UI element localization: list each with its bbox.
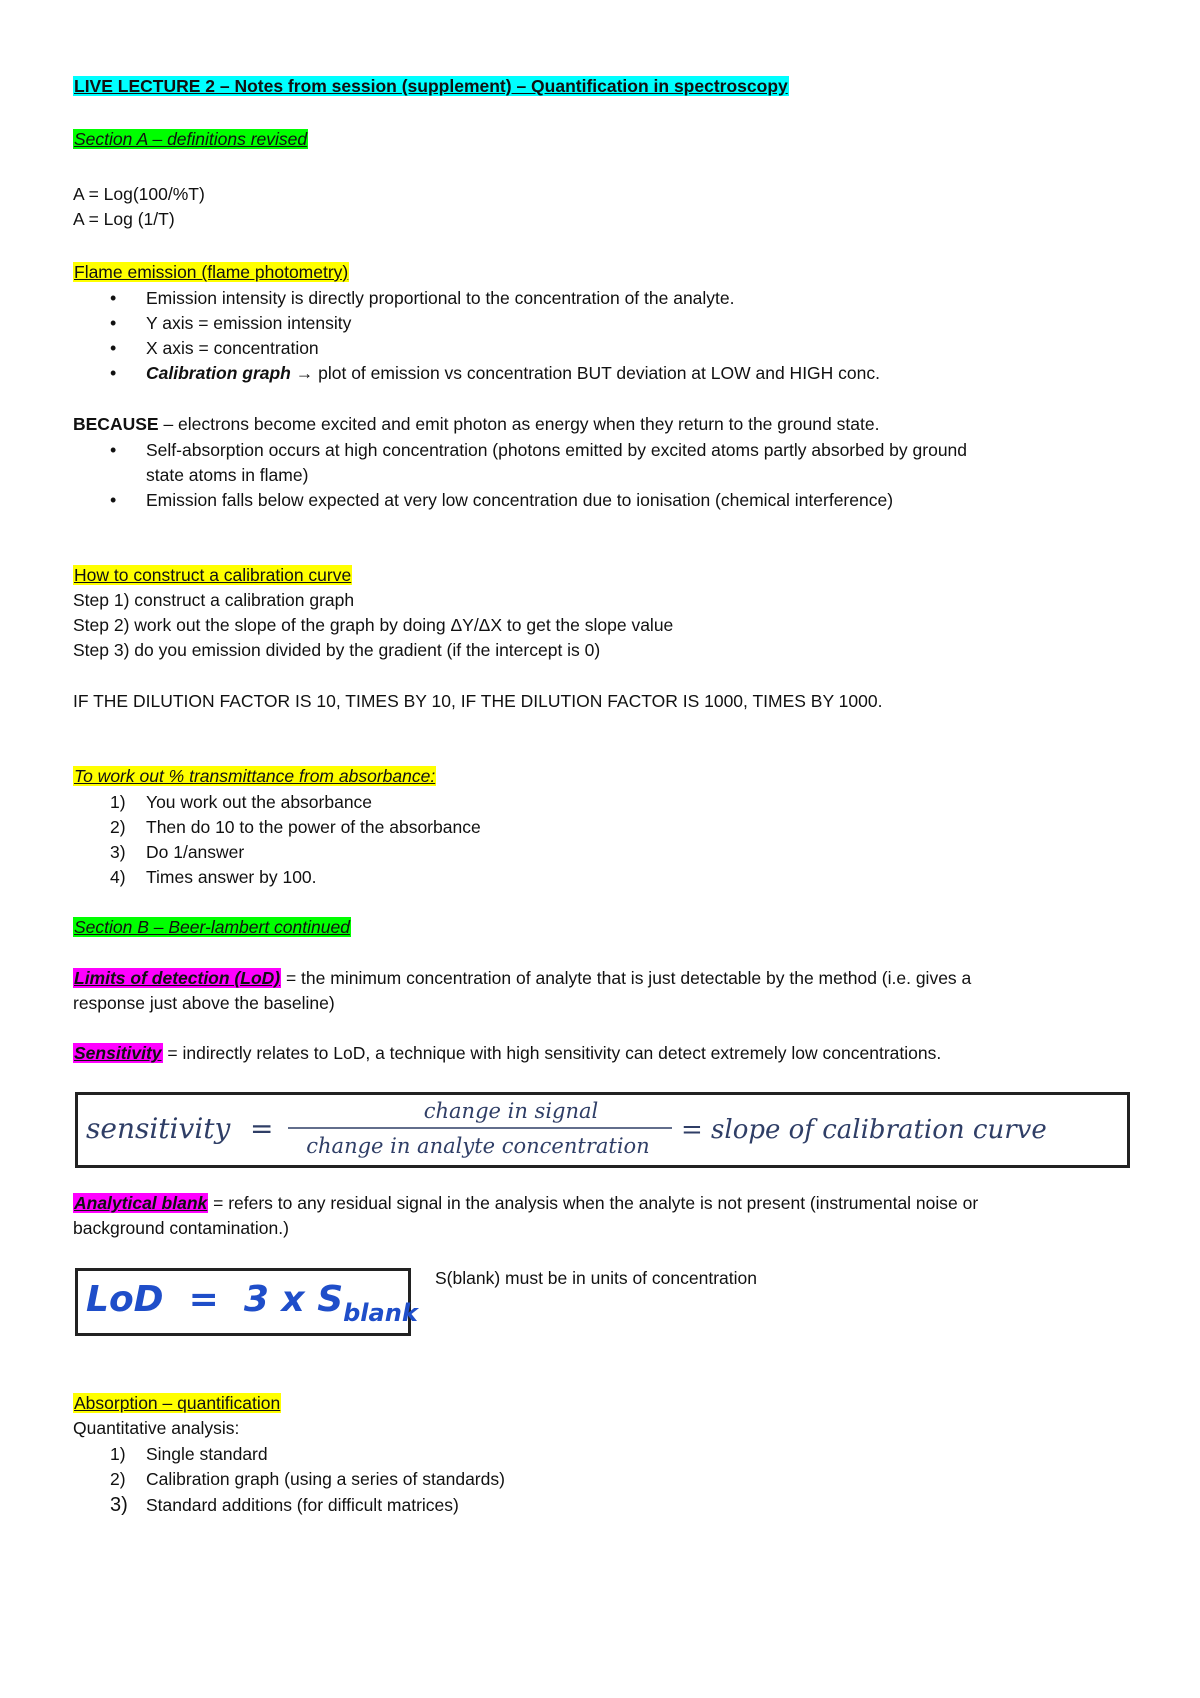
because-bullet-1-cont: state atoms in flame)	[146, 465, 309, 485]
flame-bullet-4: Calibration graph → plot of emission vs concentration BUT deviation at LOW and HIGH conc.	[146, 363, 880, 383]
list-number: 3)	[110, 842, 126, 862]
transmittance-step-2: Then do 10 to the power of the absorbance	[146, 817, 481, 837]
list-number: 2)	[110, 1469, 126, 1489]
bullet-icon: •	[110, 490, 117, 510]
list-number: 1)	[110, 792, 126, 812]
flame-emission-heading: Flame emission (flame photometry)	[74, 262, 349, 282]
formula-rhs: = slope of calibration curve	[681, 1115, 1047, 1145]
transmittance-step-3: Do 1/answer	[146, 842, 245, 862]
absorption-method-1: Single standard	[146, 1444, 268, 1464]
bullet-icon: •	[110, 363, 117, 383]
because-bullet-1: Self-absorption occurs at high concentration (photons emitted by excited atoms partly absorbed by ground	[146, 440, 968, 460]
absorbance-equation-2: A = Log (1/T)	[73, 209, 175, 229]
transmittance-heading: To work out % transmittance from absorbance:	[74, 766, 436, 786]
blank-definition-line-1: Analytical blank = refers to any residual signal in the analysis when the analyte is not present (instrumental noise or	[74, 1193, 979, 1213]
section-b-heading: Section B – Beer-lambert continued	[74, 917, 350, 937]
formula-numerator: change in signal	[423, 1099, 599, 1123]
lod-definition-line-1: Limits of detection (LoD) = the minimum concentration of analyte that is just detectable by the method (i.e. gives a	[74, 968, 972, 988]
lod-formula-box	[75, 1268, 418, 1336]
title-text: LIVE LECTURE 2 – Notes from session (supplement) – Quantification in spectroscopy	[74, 76, 788, 96]
dilution-note: IF THE DILUTION FACTOR IS 10, TIMES BY 10, IF THE DILUTION FACTOR IS 1000, TIMES BY 1000.	[73, 691, 883, 711]
section-a-heading: Section A – definitions revised	[74, 129, 308, 149]
formula-equals: =	[250, 1112, 274, 1145]
absorption-method-3: Standard additions (for difficult matrices)	[146, 1495, 459, 1515]
lod-term: Limits of detection (LoD)	[74, 968, 281, 988]
calibration-step-3: Step 3) do you emission divided by the gradient (if the intercept is 0)	[73, 640, 601, 660]
bullet-icon: •	[110, 313, 117, 333]
formula-lhs: sensitivity	[86, 1112, 231, 1145]
lod-formula: LoD = 3 x $S_{blank}$	[86, 1279, 418, 1327]
because-line: BECAUSE – electrons become excited and emit photon as energy when they return to the ground state.	[73, 414, 880, 434]
transmittance-step-1: You work out the absorbance	[146, 792, 373, 812]
lod-subscript: blank	[343, 1299, 418, 1327]
absorption-method-2: Calibration graph (using a series of standards)	[146, 1469, 505, 1489]
transmittance-step-4: Times answer by 100.	[146, 867, 317, 887]
bullet-icon: •	[110, 338, 117, 358]
absorbance-equation-1: A = Log(100/%T)	[73, 184, 205, 204]
flame-bullet-3: X axis = concentration	[146, 338, 319, 358]
lod-definition-line-2: response just above the baseline)	[73, 993, 335, 1013]
calibration-heading: How to construct a calibration curve	[74, 565, 352, 585]
analytical-blank-term: Analytical blank	[74, 1193, 208, 1213]
quantitative-intro: Quantitative analysis:	[73, 1418, 240, 1438]
flame-bullet-2: Y axis = emission intensity	[146, 313, 352, 333]
sblank-note: S(blank) must be in units of concentration	[435, 1268, 757, 1288]
sensitivity-formula-box	[75, 1092, 1130, 1168]
bullet-icon: •	[110, 440, 117, 460]
list-number: 3)	[110, 1494, 128, 1516]
list-number: 1)	[110, 1444, 126, 1464]
bullet-icon: •	[110, 288, 117, 308]
arrow-right-icon: →	[295, 363, 314, 383]
flame-bullet-1: Emission intensity is directly proportional to the concentration of the analyte.	[146, 288, 735, 308]
absorption-heading: Absorption – quantification	[74, 1393, 281, 1413]
sensitivity-term: Sensitivity	[74, 1043, 162, 1063]
calibration-step-2: Step 2) work out the slope of the graph by doing ΔY/ΔX to get the slope value	[73, 615, 674, 635]
sensitivity-formula	[78, 1095, 1127, 1165]
document-title	[73, 74, 789, 98]
blank-definition-line-2: background contamination.)	[73, 1218, 289, 1238]
formula-denominator: change in analyte concentration	[306, 1134, 650, 1158]
calibration-step-1: Step 1) construct a calibration graph	[73, 590, 355, 610]
list-number: 4)	[110, 867, 126, 887]
because-bullet-2: Emission falls below expected at very low concentration due to ionisation (chemical interference)	[146, 490, 894, 510]
list-number: 2)	[110, 817, 126, 837]
sensitivity-definition: Sensitivity = indirectly relates to LoD, a technique with high sensitivity can detect extremely low concentrations.	[74, 1043, 942, 1063]
